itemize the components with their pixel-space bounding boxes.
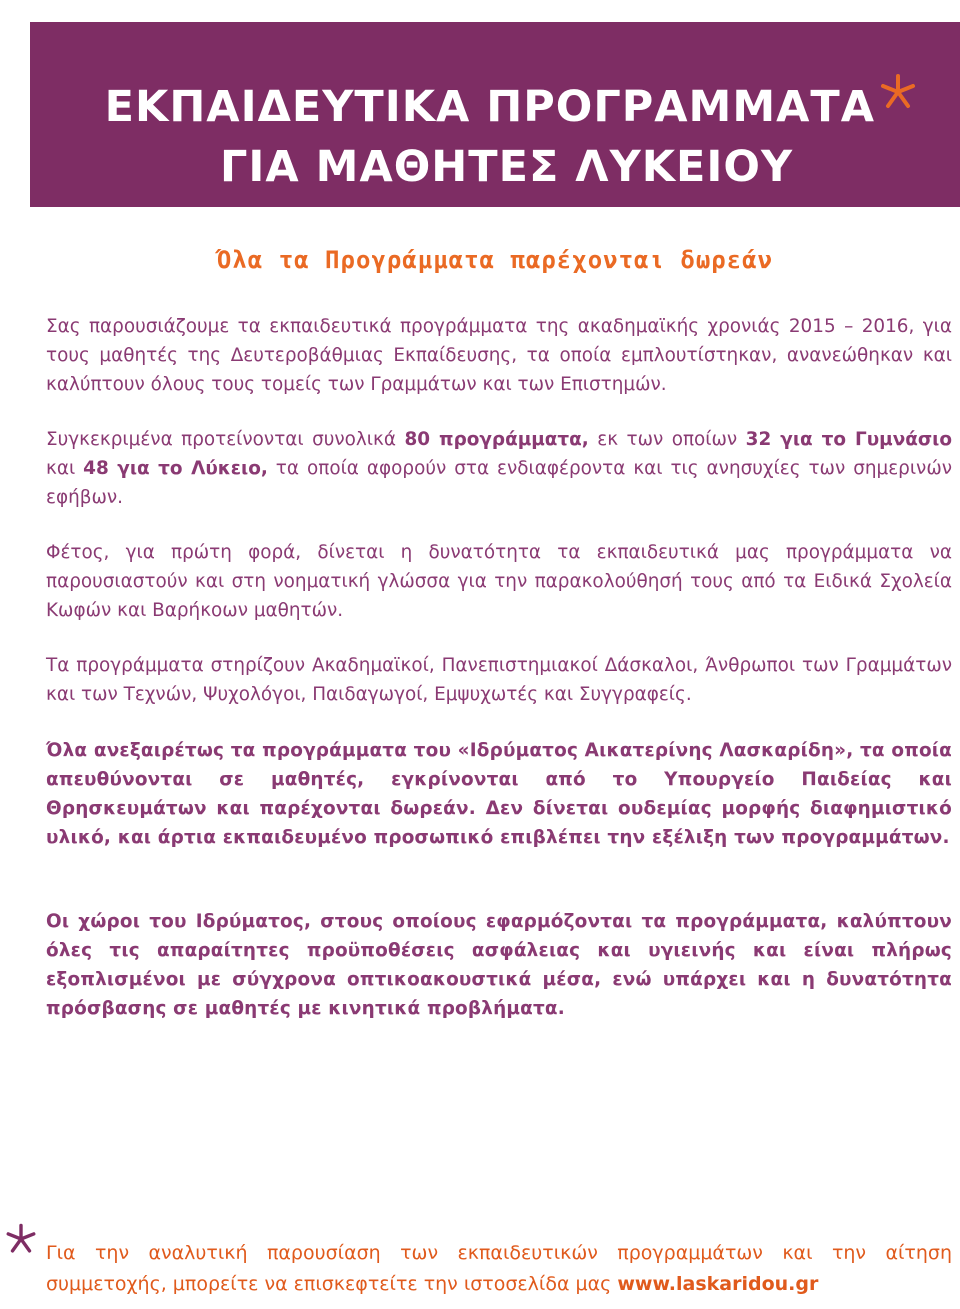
paragraph-text: τα οποία αφορούν στα ενδιαφέροντα και τις ανησυχίες των σημερινών εφήβων. (46, 458, 952, 508)
facilities-paragraph: Οι χώροι του Ιδρύματος, στους οποίους εφαρμόζονται τα προγράμματα, καλύπτουν όλες τις απαραίτητες προϋποθέσεις ασφάλειας και υγιεινής και είναι πλήρως εξοπλισμένοι με σύγχρονα οπτικοακουστικά μέσα, ενώ υπάρχει και η δυνατότητα πρόσβασης σε μαθητές με κινητικά προβλήματα. (46, 911, 952, 1019)
free-programs-subtitle: Όλα τα Προγράμματα παρέχονται δωρεάν (216, 246, 774, 274)
page-title-line-1: ΕΚΠΑΙΔΕΥΤΙΚΑ ΠΡΟΓΡΑΜΜΑΤΑ (104, 82, 875, 132)
paragraph-text: και (46, 458, 84, 479)
lyceum-programs-count: 48 για το Λύκειο, (83, 458, 268, 479)
intro-paragraph: Σας παρουσιάζουμε τα εκπαιδευτικά προγράμματα της ακαδημαϊκής χρονιάς 2015 – 2016, για τους μαθητές της Δευτεροβάθμιας Εκπαίδευσης, τα οποία εμπλουτίστηκαν, ανανεώθηκαν και καλύπτουν όλους τους τομείς των Γραμμάτων και των Επιστημών. (46, 316, 952, 395)
approval-paragraph: Όλα ανεξαιρέτως τα προγράμματα του «Ιδρύματος Αικατερίνης Λασκαρίδη», τα οποία απευθύνονται σε μαθητές, εγκρίνονται από το Υπουργείο Παιδείας και Θρησκευμάτων και παρέχονται δωρεάν. Δεν δίνεται ουδεμίας μορφής διαφημιστικό υλικό, και άρτια εκπαιδευμένο προσωπικό επιβλέπει την εξέλιξη των προγραμμάτων. (46, 740, 952, 848)
page-title-line-2: ΓΙΑ ΜΑΘΗΤΕΣ ΛΥΚΕΙΟΥ (220, 142, 794, 192)
paragraph-text: εκ των οποίων (588, 429, 746, 450)
asterisk-icon (878, 72, 918, 112)
footer-note (46, 1238, 952, 1300)
supporters-paragraph: Τα προγράμματα στηρίζουν Ακαδημαϊκοί, Πανεπιστημιακοί Δάσκαλοι, Άνθρωποι των Γραμμάτων και των Τεχνών, Ψυχολόγοι, Παιδαγωγοί, Εμψυχωτές και Συγγραφείς. (46, 655, 952, 705)
paragraph-text: Συγκεκριμένα προτείνονται συνολικά (46, 429, 405, 450)
website-link[interactable]: www.laskaridou.gr (617, 1273, 819, 1295)
header-banner (30, 22, 960, 207)
programs-count-paragraph (46, 425, 952, 512)
asterisk-icon (4, 1222, 38, 1256)
footer-text: Για την αναλυτική παρουσίαση των εκπαιδευτικών προγραμμάτων και την αίτηση συμμετοχής, μπορείτε να επισκεφτείτε την ιστοσελίδα μας (46, 1242, 952, 1295)
sign-language-paragraph: Φέτος, για πρώτη φορά, δίνεται η δυνατότητα τα εκπαιδευτικά μας προγράμματα να παρουσιαστούν και στη νοηματική γλώσσα για την παρακολούθησή τους από τα Ειδικά Σχολεία Κωφών και Βαρήκοων μαθητών. (46, 542, 952, 621)
gymnasium-programs-count: 32 για το Γυμνάσιο (745, 429, 952, 450)
total-programs-count: 80 προγράμματα, (404, 429, 589, 450)
